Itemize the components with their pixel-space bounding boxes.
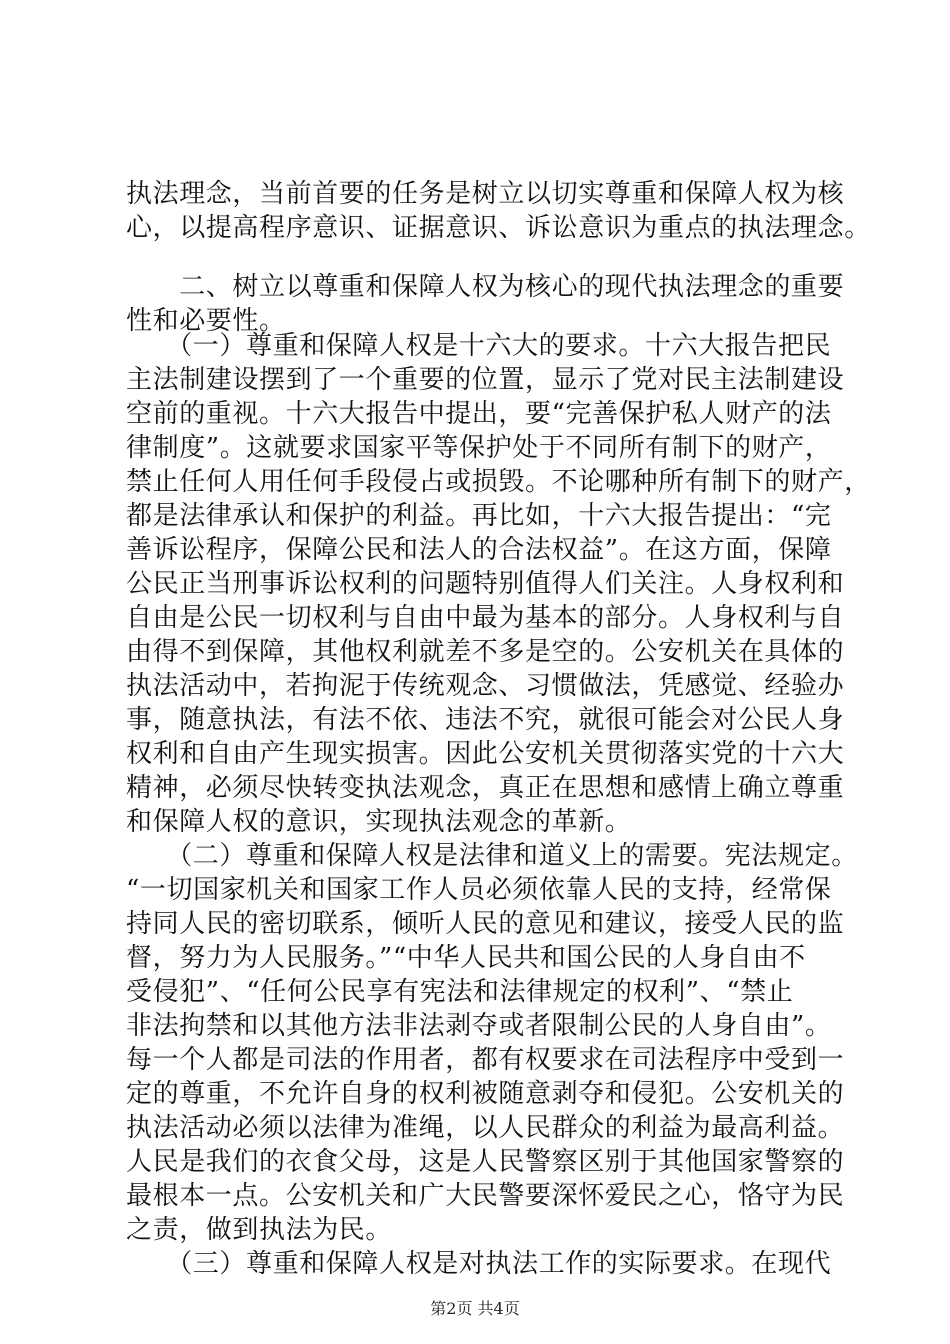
- text-line: 督，努力为人民服务。”“中华人民共和国公民的人身自由不: [126, 943, 806, 973]
- text-line: 和保障人权的意识，实现执法观念的革新。: [126, 807, 632, 837]
- text-line: 自由是公民一切权利与自由中最为基本的部分。人身权利与自: [126, 603, 845, 633]
- text-line: （三）尊重和保障人权是对执法工作的实际要求。在现代: [126, 1249, 832, 1279]
- text-line: 每一个人都是司法的作用者，都有权要求在司法程序中受到一: [126, 1045, 845, 1075]
- text-line: 二、树立以尊重和保障人权为核心的现代执法理念的重要: [126, 272, 845, 302]
- text-line: 执法活动必须以法律为准绳，以人民群众的利益为最高利益。: [126, 1113, 845, 1143]
- text-line: “一切国家机关和国家工作人员必须依靠人民的支持，经常保: [126, 875, 832, 905]
- text-line: 律制度”。这就要求国家平等保护处于不同所有制下的财产，: [126, 433, 832, 463]
- text-line: 非法拘禁和以其他方法非法剥夺或者限制公民的人身自由”。: [126, 1011, 832, 1041]
- text-line: 执法活动中，若拘泥于传统观念、习惯做法，凭感觉、经验办: [126, 671, 845, 701]
- text-line: 权利和自由产生现实损害。因此公安机关贯彻落实党的十六大: [126, 739, 845, 769]
- text-line: 由得不到保障，其他权利就差不多是空的。公安机关在具体的: [126, 637, 845, 667]
- text-line: 都是法律承认和保护的利益。再比如，十六大报告提出：“完: [126, 501, 832, 531]
- text-line: 最根本一点。公安机关和广大民警要深怀爱民之心，恪守为民: [126, 1181, 845, 1211]
- text-line: 空前的重视。十六大报告中提出，要“完善保护私人财产的法: [126, 399, 832, 429]
- text-line: 公民正当刑事诉讼权利的问题特别值得人们关注。人身权利和: [126, 569, 845, 599]
- text-line: 心，以提高程序意识、证据意识、诉讼意识为重点的执法理念。: [126, 213, 871, 243]
- text-line: （一）尊重和保障人权是十六大的要求。十六大报告把民: [126, 331, 832, 361]
- text-line: 定的尊重，不允许自身的权利被随意剥夺和侵犯。公安机关的: [126, 1079, 845, 1109]
- text-line: （二）尊重和保障人权是法律和道义上的需要。宪法规定。: [126, 841, 858, 871]
- text-line: 执法理念，当前首要的任务是树立以切实尊重和保障人权为核: [126, 179, 845, 209]
- text-line: 禁止任何人用任何手段侵占或损毁。不论哪种所有制下的财产，: [126, 467, 871, 497]
- text-line: 之责，做到执法为民。: [126, 1215, 393, 1245]
- text-line: 持同人民的密切联系，倾听人民的意见和建议，接受人民的监: [126, 909, 845, 939]
- text-line: 善诉讼程序，保障公民和法人的合法权益”。在这方面，保障: [126, 535, 832, 565]
- text-line: 人民是我们的衣食父母，这是人民警察区别于其他国家警察的: [126, 1147, 845, 1177]
- text-line: 主法制建设摆到了一个重要的位置，显示了党对民主法制建设: [126, 365, 845, 395]
- text-line: 受侵犯”、“任何公民享有宪法和法律规定的权利”、“禁止: [126, 977, 794, 1007]
- text-line: 性和必要性。: [126, 306, 286, 336]
- page-number-footer: 第2页 共4页: [430, 1299, 520, 1318]
- text-line: 事，随意执法，有法不依、违法不究，就很可能会对公民人身: [126, 705, 845, 735]
- text-line: 精神，必须尽快转变执法观念，真正在思想和感情上确立尊重: [126, 773, 845, 803]
